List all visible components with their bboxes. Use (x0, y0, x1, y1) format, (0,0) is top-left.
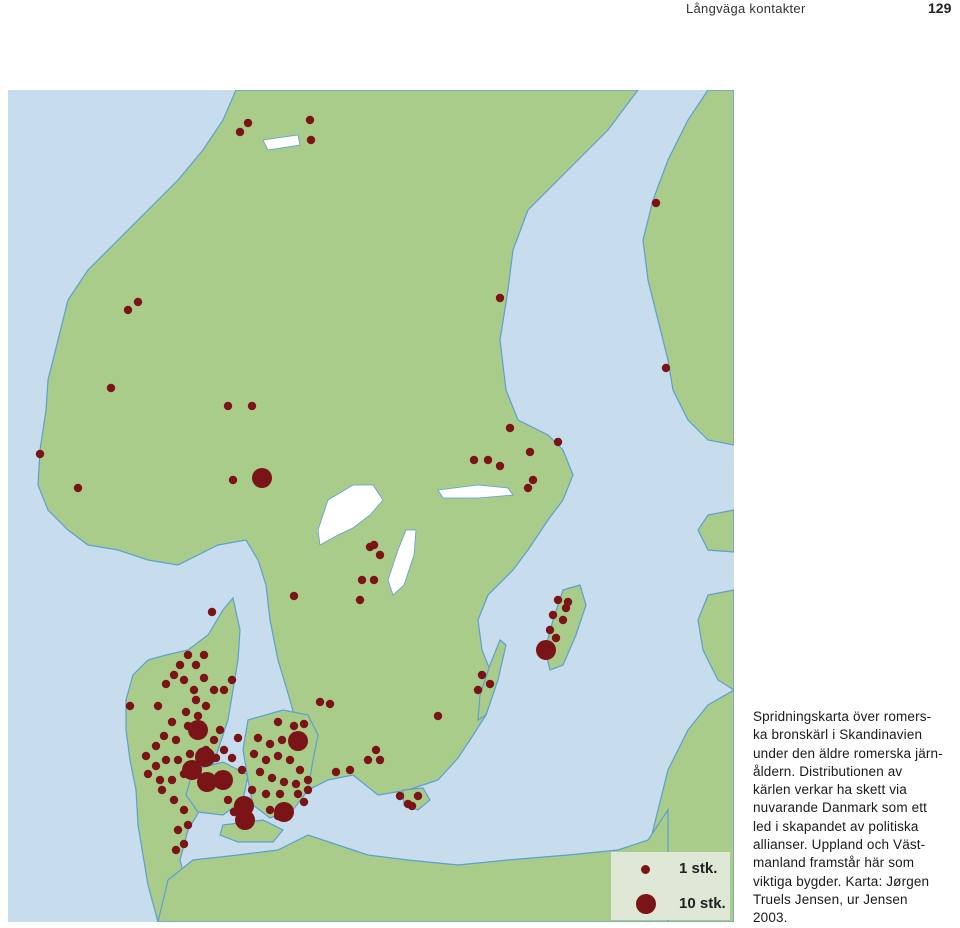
find-marker-small (216, 726, 224, 734)
find-marker-small (376, 756, 384, 764)
caption-line: viktiga bygder. Karta: Jørgen (753, 873, 930, 889)
find-marker-small (168, 718, 176, 726)
caption-line: Spridningskarta över romers- (753, 709, 932, 724)
find-marker-small (170, 796, 178, 804)
find-marker-small (358, 576, 366, 584)
find-marker-small (144, 770, 152, 778)
find-marker-small (546, 626, 554, 634)
find-marker-small (124, 306, 132, 314)
find-marker-small (184, 651, 192, 659)
find-marker-small (652, 199, 660, 207)
find-marker-small (74, 484, 82, 492)
find-marker-small (278, 736, 286, 744)
find-marker-small (126, 702, 134, 710)
find-marker-small (156, 776, 164, 784)
find-marker-small (316, 698, 324, 706)
find-marker-large (235, 810, 255, 830)
find-marker-small (294, 790, 302, 798)
find-marker-small (262, 756, 270, 764)
find-marker-small (220, 746, 228, 754)
find-marker-small (268, 774, 276, 782)
find-marker-small (200, 674, 208, 682)
find-marker-small (244, 119, 252, 127)
legend-row-small (611, 854, 730, 884)
find-marker-small (172, 846, 180, 854)
find-marker-small (286, 756, 294, 764)
find-marker-small (662, 364, 670, 372)
find-marker-small (172, 736, 180, 744)
find-marker-small (470, 456, 478, 464)
find-marker-small (192, 696, 200, 704)
find-marker-large (197, 772, 217, 792)
find-marker-small (176, 661, 184, 669)
find-marker-small (238, 766, 246, 774)
find-marker-small (180, 806, 188, 814)
find-marker-small (332, 768, 340, 776)
distribution-map (8, 90, 734, 922)
legend-small-label: 1 stk. (679, 860, 718, 877)
find-marker-small (326, 700, 334, 708)
find-marker-small (254, 734, 262, 742)
caption-line: 2003. (753, 910, 788, 926)
caption-line: Truels Jensen, ur Jensen (753, 891, 908, 907)
find-marker-small (408, 802, 416, 810)
find-marker-small (559, 616, 567, 624)
find-marker-small (529, 476, 537, 484)
find-marker-small (200, 651, 208, 659)
find-marker-small (486, 680, 494, 688)
find-marker-small (184, 821, 192, 829)
legend-row-large (611, 886, 730, 916)
find-marker-small (256, 768, 264, 776)
find-marker-small (229, 476, 237, 484)
find-marker-small (194, 712, 202, 720)
find-marker-large (288, 731, 308, 751)
find-marker-large (274, 802, 294, 822)
find-marker-large (536, 640, 556, 660)
find-marker-small (296, 766, 304, 774)
caption-line: allianser. Uppland och Väst- (753, 837, 926, 853)
legend-large-dot-icon (636, 894, 656, 914)
page-number: 129 (928, 0, 952, 16)
find-marker-small (496, 462, 504, 470)
find-marker-small (190, 686, 198, 694)
find-marker-small (414, 792, 422, 800)
find-marker-small (300, 720, 308, 728)
find-marker-small (134, 298, 142, 306)
find-marker-small (210, 686, 218, 694)
find-marker-small (552, 634, 560, 642)
find-marker-small (370, 541, 378, 549)
find-marker-small (142, 752, 150, 760)
find-marker-small (292, 780, 300, 788)
map-canvas (8, 90, 734, 922)
caption-line: under den äldre romerska järn- (753, 745, 943, 761)
find-marker-small (526, 448, 534, 456)
find-marker-small (356, 596, 364, 604)
find-marker-small (160, 732, 168, 740)
caption-line: ka bronskärl i Skandinavien (753, 727, 923, 743)
find-marker-small (506, 424, 514, 432)
find-marker-small (307, 136, 315, 144)
find-marker-small (36, 450, 44, 458)
find-marker-small (524, 484, 532, 492)
find-marker-small (478, 671, 486, 679)
find-marker-small (304, 786, 312, 794)
find-marker-large (252, 468, 272, 488)
legend-large-label: 10 stk. (679, 895, 726, 912)
find-marker-small (250, 750, 258, 758)
caption-line: åldern. Distributionen av (753, 763, 903, 779)
find-marker-small (266, 806, 274, 814)
find-marker-small (248, 786, 256, 794)
find-marker-small (168, 776, 176, 784)
find-marker-small (484, 456, 492, 464)
caption-line: nuvarande Danmark som ett (753, 800, 928, 816)
figure-caption (753, 708, 958, 928)
find-marker-small (266, 740, 274, 748)
find-marker-small (396, 792, 404, 800)
find-marker-small (162, 756, 170, 764)
find-marker-small (107, 384, 115, 392)
find-marker-small (564, 598, 572, 606)
find-marker-small (434, 712, 442, 720)
find-marker-small (154, 702, 162, 710)
find-marker-small (152, 742, 160, 750)
find-marker-small (228, 754, 236, 762)
find-marker-small (364, 756, 372, 764)
find-marker-small (276, 790, 284, 798)
find-marker-small (274, 752, 282, 760)
find-marker-small (162, 680, 170, 688)
find-marker-small (376, 551, 384, 559)
find-marker-small (182, 708, 190, 716)
find-marker-small (549, 611, 557, 619)
find-marker-small (290, 592, 298, 600)
find-marker-small (496, 294, 504, 302)
find-marker-small (170, 671, 178, 679)
find-marker-small (180, 840, 188, 848)
find-marker-small (554, 596, 562, 604)
find-marker-small (152, 762, 160, 770)
find-marker-large (188, 720, 208, 740)
map-legend (611, 852, 730, 920)
find-marker-small (202, 702, 210, 710)
find-marker-small (300, 798, 308, 806)
find-marker-small (474, 686, 482, 694)
caption-line: kärlen verkar ha skett via (753, 782, 907, 798)
caption-line: manland framstår här som (753, 855, 915, 871)
find-marker-small (210, 736, 218, 744)
find-marker-small (224, 796, 232, 804)
find-marker-small (220, 686, 228, 694)
find-marker-small (186, 750, 194, 758)
find-marker-small (554, 438, 562, 446)
find-marker-small (158, 786, 166, 794)
find-marker-small (304, 776, 312, 784)
find-marker-small (290, 722, 298, 730)
find-marker-small (192, 661, 200, 669)
caption-line: led i skapandet av politiska (753, 818, 919, 834)
find-marker-small (274, 718, 282, 726)
find-marker-small (280, 778, 288, 786)
find-marker-small (262, 790, 270, 798)
find-marker-small (236, 128, 244, 136)
running-header: Långväga kontakter (686, 1, 806, 16)
find-marker-small (346, 766, 354, 774)
find-marker-small (234, 734, 242, 742)
find-marker-small (248, 402, 256, 410)
find-marker-small (370, 576, 378, 584)
find-marker-small (180, 676, 188, 684)
find-marker-small (306, 116, 314, 124)
find-marker-small (224, 402, 232, 410)
find-marker-small (208, 608, 216, 616)
find-marker-small (372, 746, 380, 754)
find-marker-small (174, 756, 182, 764)
legend-small-dot-icon (641, 865, 650, 874)
find-marker-small (228, 676, 236, 684)
find-marker-small (174, 826, 182, 834)
